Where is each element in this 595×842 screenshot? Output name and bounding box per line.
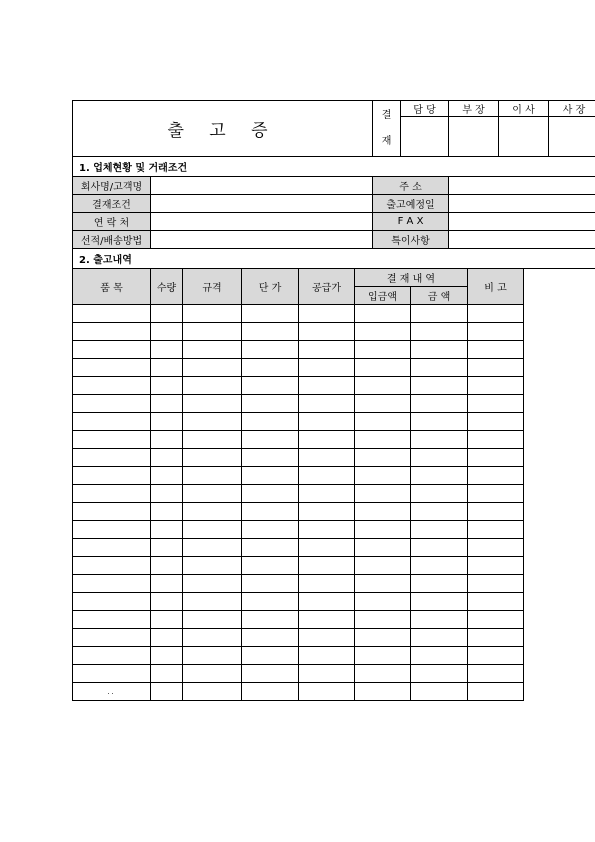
- cell-supply-price[interactable]: [299, 539, 355, 557]
- table-row: [73, 593, 524, 611]
- cell-note[interactable]: [468, 449, 524, 467]
- value-shipping[interactable]: [151, 231, 373, 249]
- cell-amount[interactable]: [411, 683, 468, 701]
- row-mark: ..: [107, 688, 116, 696]
- cell-amount[interactable]: [411, 665, 468, 683]
- cell-spec[interactable]: [183, 467, 242, 485]
- cell-spec[interactable]: [183, 539, 242, 557]
- cell-note[interactable]: [468, 683, 524, 701]
- document-title: 출 고 증: [73, 101, 373, 157]
- header-qty: 수량: [151, 269, 183, 305]
- cell-supply-price[interactable]: [299, 575, 355, 593]
- cell-item[interactable]: [73, 503, 151, 521]
- cell-amount[interactable]: [411, 485, 468, 503]
- cell-note[interactable]: [468, 575, 524, 593]
- header-deposit: 입금액: [355, 287, 411, 305]
- cell-deposit[interactable]: [355, 359, 411, 377]
- cell-item[interactable]: [73, 305, 151, 323]
- cell-qty[interactable]: [151, 629, 183, 647]
- cell-spec[interactable]: [183, 485, 242, 503]
- cell-item[interactable]: [73, 593, 151, 611]
- header-supply-price: 공급가: [299, 269, 355, 305]
- approval-sign-dept-head[interactable]: [449, 117, 499, 157]
- cell-note[interactable]: [468, 305, 524, 323]
- cell-qty[interactable]: [151, 647, 183, 665]
- cell-unit-price[interactable]: [242, 557, 299, 575]
- table-row: [73, 431, 524, 449]
- cell-qty[interactable]: [151, 521, 183, 539]
- cell-unit-price[interactable]: [242, 467, 299, 485]
- cell-supply-price[interactable]: [299, 467, 355, 485]
- cell-qty[interactable]: [151, 665, 183, 683]
- cell-amount[interactable]: [411, 503, 468, 521]
- cell-unit-price[interactable]: [242, 665, 299, 683]
- cell-supply-price[interactable]: [299, 611, 355, 629]
- cell-note[interactable]: [468, 341, 524, 359]
- approval-position-manager: 담 당: [401, 101, 449, 117]
- cell-item[interactable]: [73, 575, 151, 593]
- table-row: [73, 611, 524, 629]
- cell-supply-price[interactable]: [299, 665, 355, 683]
- approval-position-ceo: 사 장: [549, 101, 595, 117]
- shipping-slip-form: [72, 100, 586, 701]
- header-spec: 규격: [183, 269, 242, 305]
- cell-amount[interactable]: [411, 413, 468, 431]
- value-address[interactable]: [449, 177, 595, 195]
- cell-deposit[interactable]: [355, 323, 411, 341]
- label-shipping: 선적/배송방법: [73, 231, 151, 249]
- section2-title: 2. 출고내역: [73, 249, 595, 269]
- cell-qty[interactable]: [151, 395, 183, 413]
- cell-supply-price[interactable]: [299, 377, 355, 395]
- cell-unit-price[interactable]: [242, 323, 299, 341]
- cell-item[interactable]: [73, 611, 151, 629]
- cell-spec[interactable]: [183, 359, 242, 377]
- cell-supply-price[interactable]: [299, 341, 355, 359]
- cell-unit-price[interactable]: [242, 341, 299, 359]
- header-and-info-table: [72, 100, 595, 269]
- cell-note[interactable]: [468, 323, 524, 341]
- cell-item[interactable]: [73, 521, 151, 539]
- cell-unit-price[interactable]: [242, 629, 299, 647]
- cell-spec[interactable]: [183, 341, 242, 359]
- cell-unit-price[interactable]: [242, 413, 299, 431]
- cell-spec[interactable]: [183, 593, 242, 611]
- cell-deposit[interactable]: [355, 395, 411, 413]
- cell-amount[interactable]: [411, 557, 468, 575]
- cell-note[interactable]: [468, 467, 524, 485]
- cell-supply-price[interactable]: [299, 557, 355, 575]
- cell-note[interactable]: [468, 503, 524, 521]
- cell-qty[interactable]: [151, 413, 183, 431]
- value-payment-terms[interactable]: [151, 195, 373, 213]
- cell-supply-price[interactable]: [299, 413, 355, 431]
- cell-qty[interactable]: [151, 359, 183, 377]
- cell-spec[interactable]: [183, 503, 242, 521]
- cell-item[interactable]: [73, 557, 151, 575]
- cell-amount[interactable]: [411, 395, 468, 413]
- cell-note[interactable]: [468, 377, 524, 395]
- cell-supply-price[interactable]: [299, 485, 355, 503]
- cell-note[interactable]: [468, 395, 524, 413]
- cell-item[interactable]: [73, 413, 151, 431]
- label-ship-date: 출고예정일: [373, 195, 449, 213]
- cell-amount[interactable]: [411, 611, 468, 629]
- header-unit-price: 단 가: [242, 269, 299, 305]
- cell-spec[interactable]: [183, 413, 242, 431]
- cell-qty[interactable]: [151, 557, 183, 575]
- cell-item[interactable]: [73, 629, 151, 647]
- cell-item[interactable]: [73, 323, 151, 341]
- cell-amount[interactable]: [411, 449, 468, 467]
- cell-qty[interactable]: [151, 683, 183, 701]
- table-row: [73, 683, 524, 701]
- table-row: [73, 323, 524, 341]
- cell-spec[interactable]: [183, 665, 242, 683]
- cell-note[interactable]: [468, 593, 524, 611]
- cell-supply-price[interactable]: [299, 305, 355, 323]
- cell-amount[interactable]: [411, 593, 468, 611]
- cell-unit-price[interactable]: [242, 575, 299, 593]
- cell-unit-price[interactable]: [242, 539, 299, 557]
- cell-item[interactable]: [73, 341, 151, 359]
- header-note: 비 고: [468, 269, 524, 305]
- cell-unit-price[interactable]: [242, 305, 299, 323]
- table-row: [73, 377, 524, 395]
- approval-sign-director[interactable]: [499, 117, 549, 157]
- cell-qty[interactable]: [151, 485, 183, 503]
- cell-qty[interactable]: [151, 341, 183, 359]
- cell-item[interactable]: [73, 449, 151, 467]
- cell-spec[interactable]: [183, 629, 242, 647]
- cell-spec[interactable]: [183, 647, 242, 665]
- cell-deposit[interactable]: [355, 665, 411, 683]
- cell-item[interactable]: [73, 485, 151, 503]
- cell-unit-price[interactable]: [242, 359, 299, 377]
- label-contact: 연 락 처: [73, 213, 151, 231]
- cell-amount[interactable]: [411, 575, 468, 593]
- cell-deposit[interactable]: [355, 485, 411, 503]
- cell-amount[interactable]: [411, 359, 468, 377]
- cell-supply-price[interactable]: [299, 647, 355, 665]
- cell-note[interactable]: [468, 647, 524, 665]
- cell-unit-price[interactable]: [242, 485, 299, 503]
- cell-amount[interactable]: [411, 521, 468, 539]
- approval-position-dept-head: 부 장: [449, 101, 499, 117]
- cell-supply-price[interactable]: [299, 521, 355, 539]
- table-row: [73, 341, 524, 359]
- cell-deposit[interactable]: [355, 503, 411, 521]
- cell-supply-price[interactable]: [299, 359, 355, 377]
- cell-deposit[interactable]: [355, 377, 411, 395]
- cell-amount[interactable]: [411, 629, 468, 647]
- table-row: [73, 539, 524, 557]
- cell-supply-price[interactable]: [299, 431, 355, 449]
- cell-deposit[interactable]: [355, 413, 411, 431]
- cell-qty[interactable]: [151, 575, 183, 593]
- table-row: [73, 305, 524, 323]
- cell-note[interactable]: [468, 359, 524, 377]
- cell-deposit[interactable]: [355, 593, 411, 611]
- cell-deposit[interactable]: [355, 521, 411, 539]
- cell-deposit[interactable]: [355, 467, 411, 485]
- label-remarks: 특이사항: [373, 231, 449, 249]
- cell-amount[interactable]: [411, 341, 468, 359]
- cell-qty[interactable]: [151, 611, 183, 629]
- cell-qty[interactable]: [151, 539, 183, 557]
- cell-supply-price[interactable]: [299, 593, 355, 611]
- cell-unit-price[interactable]: [242, 647, 299, 665]
- cell-spec[interactable]: [183, 575, 242, 593]
- cell-item[interactable]: [73, 647, 151, 665]
- value-ship-date[interactable]: [449, 195, 595, 213]
- table-row: [73, 413, 524, 431]
- cell-supply-price[interactable]: [299, 503, 355, 521]
- cell-item[interactable]: [73, 683, 151, 701]
- cell-supply-price[interactable]: [299, 323, 355, 341]
- cell-qty[interactable]: [151, 431, 183, 449]
- label-address: 주 소: [373, 177, 449, 195]
- cell-amount[interactable]: [411, 647, 468, 665]
- header-item: 품 목: [73, 269, 151, 305]
- cell-item[interactable]: [73, 467, 151, 485]
- cell-spec[interactable]: [183, 395, 242, 413]
- approval-sign-ceo[interactable]: [549, 117, 595, 157]
- cell-note[interactable]: [468, 665, 524, 683]
- cell-qty[interactable]: [151, 503, 183, 521]
- value-remarks[interactable]: [449, 231, 595, 249]
- label-company: 회사명/고객명: [73, 177, 151, 195]
- table-row: [73, 395, 524, 413]
- cell-note[interactable]: [468, 521, 524, 539]
- cell-spec[interactable]: [183, 377, 242, 395]
- cell-deposit[interactable]: [355, 449, 411, 467]
- cell-unit-price[interactable]: [242, 611, 299, 629]
- header-amount: 금 액: [411, 287, 468, 305]
- approval-position-director: 이 사: [499, 101, 549, 117]
- cell-supply-price[interactable]: [299, 395, 355, 413]
- cell-qty[interactable]: [151, 323, 183, 341]
- cell-qty[interactable]: [151, 467, 183, 485]
- cell-unit-price[interactable]: [242, 395, 299, 413]
- cell-qty[interactable]: [151, 305, 183, 323]
- cell-spec[interactable]: [183, 431, 242, 449]
- cell-deposit[interactable]: [355, 305, 411, 323]
- cell-deposit[interactable]: [355, 557, 411, 575]
- cell-qty[interactable]: [151, 449, 183, 467]
- table-row: [73, 575, 524, 593]
- cell-item[interactable]: [73, 539, 151, 557]
- cell-amount[interactable]: [411, 323, 468, 341]
- table-row: [73, 647, 524, 665]
- cell-supply-price[interactable]: [299, 683, 355, 701]
- cell-item[interactable]: [73, 377, 151, 395]
- table-row: [73, 665, 524, 683]
- cell-unit-price[interactable]: [242, 593, 299, 611]
- cell-unit-price[interactable]: [242, 521, 299, 539]
- label-payment-terms: 결재조건: [73, 195, 151, 213]
- cell-note[interactable]: [468, 629, 524, 647]
- cell-deposit[interactable]: [355, 575, 411, 593]
- cell-amount[interactable]: [411, 467, 468, 485]
- cell-amount[interactable]: [411, 431, 468, 449]
- table-row: [73, 557, 524, 575]
- approval-sign-manager[interactable]: [401, 117, 449, 157]
- cell-note[interactable]: [468, 413, 524, 431]
- cell-spec[interactable]: [183, 305, 242, 323]
- approval-label-top: 결: [381, 109, 392, 121]
- cell-item[interactable]: [73, 395, 151, 413]
- table-row: [73, 467, 524, 485]
- header-payment-details: 결 재 내 역: [355, 269, 468, 287]
- cell-note[interactable]: [468, 485, 524, 503]
- cell-note[interactable]: [468, 431, 524, 449]
- approval-label-bottom: 재: [381, 135, 392, 147]
- cell-qty[interactable]: [151, 593, 183, 611]
- cell-deposit[interactable]: [355, 611, 411, 629]
- cell-deposit[interactable]: [355, 539, 411, 557]
- cell-unit-price[interactable]: [242, 449, 299, 467]
- table-row: [73, 503, 524, 521]
- cell-spec[interactable]: [183, 557, 242, 575]
- table-row: [73, 485, 524, 503]
- cell-unit-price[interactable]: [242, 431, 299, 449]
- cell-deposit[interactable]: [355, 647, 411, 665]
- cell-qty[interactable]: [151, 377, 183, 395]
- cell-spec[interactable]: [183, 683, 242, 701]
- cell-deposit[interactable]: [355, 683, 411, 701]
- value-fax[interactable]: [449, 213, 595, 231]
- cell-deposit[interactable]: [355, 629, 411, 647]
- cell-supply-price[interactable]: [299, 449, 355, 467]
- cell-deposit[interactable]: [355, 341, 411, 359]
- cell-unit-price[interactable]: [242, 377, 299, 395]
- cell-unit-price[interactable]: [242, 503, 299, 521]
- cell-supply-price[interactable]: [299, 629, 355, 647]
- cell-note[interactable]: [468, 611, 524, 629]
- cell-item[interactable]: [73, 359, 151, 377]
- table-row: [73, 359, 524, 377]
- cell-amount[interactable]: [411, 377, 468, 395]
- approval-label: [373, 101, 401, 157]
- value-company[interactable]: [151, 177, 373, 195]
- cell-item[interactable]: [73, 431, 151, 449]
- value-contact[interactable]: [151, 213, 373, 231]
- cell-amount[interactable]: [411, 305, 468, 323]
- cell-amount[interactable]: [411, 539, 468, 557]
- cell-note[interactable]: [468, 557, 524, 575]
- label-fax: F A X: [373, 213, 449, 231]
- table-row: [73, 521, 524, 539]
- cell-unit-price[interactable]: [242, 683, 299, 701]
- cell-deposit[interactable]: [355, 431, 411, 449]
- table-row: [73, 629, 524, 647]
- cell-item[interactable]: [73, 665, 151, 683]
- cell-spec[interactable]: [183, 611, 242, 629]
- cell-spec[interactable]: [183, 449, 242, 467]
- shipment-items-table: [72, 268, 524, 701]
- table-row: [73, 449, 524, 467]
- section1-title: 1. 업체현황 및 거래조건: [73, 157, 595, 177]
- cell-note[interactable]: [468, 539, 524, 557]
- cell-spec[interactable]: [183, 323, 242, 341]
- cell-spec[interactable]: [183, 521, 242, 539]
